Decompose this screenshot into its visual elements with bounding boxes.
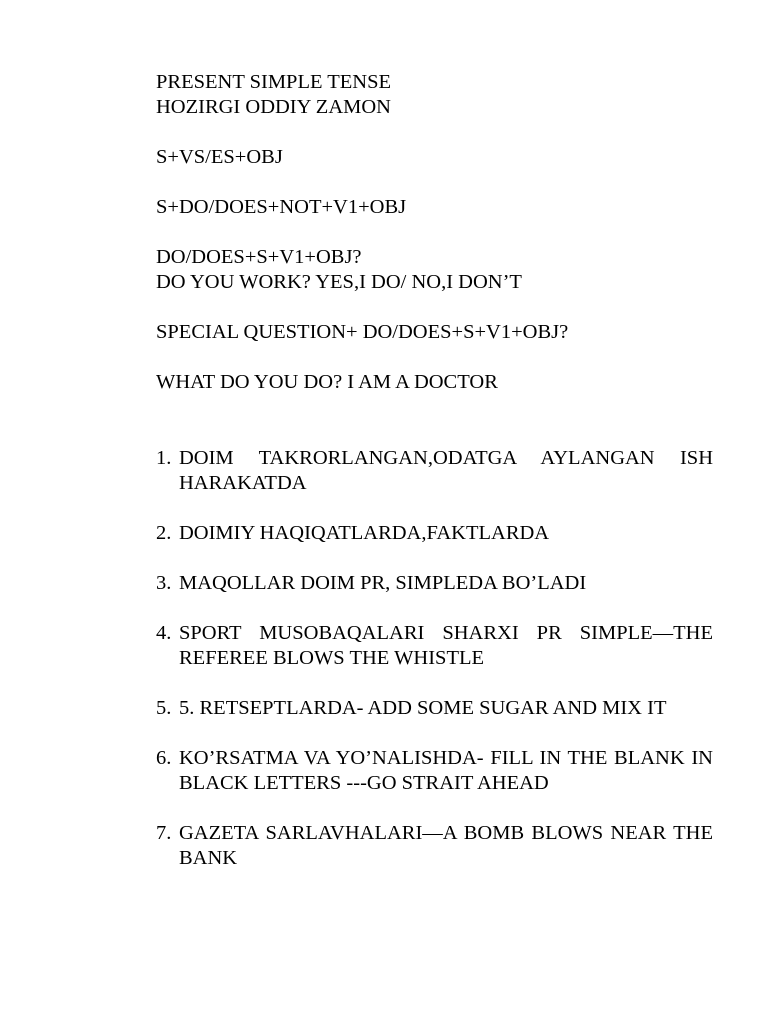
formula-question: DO/DOES+S+V1+OBJ?: [156, 246, 362, 268]
spacer: [156, 295, 713, 320]
formula-special-question: SPECIAL QUESTION+ DO/DOES+S+V1+OBJ?: [156, 321, 569, 343]
list-item-text: GAZETA SARLAVHALARI—A BOMB BLOWS NEAR THE BANK: [179, 822, 713, 869]
spacer: [156, 220, 713, 245]
list-item-number: 7.: [156, 822, 172, 844]
spacer: [156, 395, 713, 446]
special-question-example: WHAT DO YOU DO? I AM A DOCTOR: [156, 371, 498, 393]
formula-affirmative: S+VS/ES+OBJ: [156, 146, 283, 168]
document-content: [156, 70, 713, 896]
list-item-text: KO’RSATMA VA YO’NALISHDA- FILL IN THE BLANK IN BLACK LETTERS ---GO STRAIT AHEAD: [179, 747, 713, 794]
usage-rules-list: [156, 446, 713, 871]
list-item: [156, 446, 713, 496]
title-uzbek: HOZIRGI ODDIY ZAMON: [156, 96, 391, 118]
spacer: [156, 120, 713, 145]
list-item-number: 1.: [156, 447, 172, 469]
formula-negative: S+DO/DOES+NOT+V1+OBJ: [156, 196, 407, 218]
list-item: [156, 571, 713, 596]
list-item-number: 5.: [156, 697, 172, 719]
list-item-number: 6.: [156, 747, 172, 769]
list-item-text: MAQOLLAR DOIM PR, SIMPLEDA BO’LADI: [179, 572, 587, 594]
list-item-text: SPORT MUSOBAQALARI SHARXI PR SIMPLE—THE REFEREE BLOWS THE WHISTLE: [179, 622, 713, 669]
list-item-number: 2.: [156, 522, 172, 544]
spacer: [156, 345, 713, 370]
list-item-text: 5. RETSEPTLARDA- ADD SOME SUGAR AND MIX IT: [179, 697, 667, 719]
list-item: [156, 696, 713, 721]
list-item: [156, 521, 713, 546]
list-item-text: DOIM TAKRORLANGAN,ODATGA AYLANGAN ISH HARAKATDA: [179, 447, 713, 494]
spacer: [156, 170, 713, 195]
list-item: [156, 621, 713, 671]
question-example: DO YOU WORK? YES,I DO/ NO,I DON’T: [156, 271, 522, 293]
list-item: [156, 821, 713, 871]
list-item-text: DOIMIY HAQIQATLARDA,FAKTLARDA: [179, 522, 550, 544]
title-english: PRESENT SIMPLE TENSE: [156, 71, 392, 93]
list-item-number: 4.: [156, 622, 172, 644]
list-item: [156, 746, 713, 796]
list-item-number: 3.: [156, 572, 172, 594]
